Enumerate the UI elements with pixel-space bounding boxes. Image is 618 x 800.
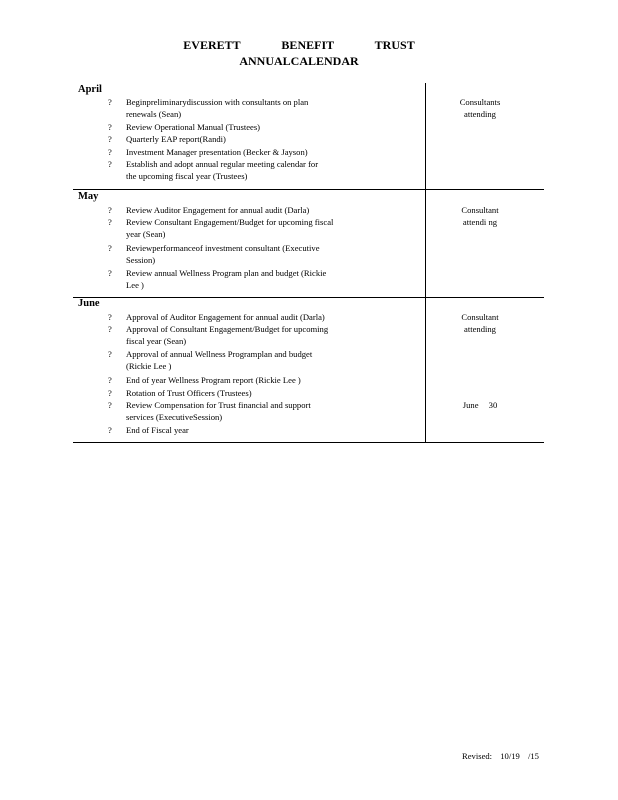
bullet-icon: ? [108,217,112,227]
item-text: Review Auditor Engagement for annual audit (Darla) [126,205,310,215]
bullet-icon: ? [108,122,112,132]
item-text: End of year Wellness Program report (Rickie Lee ) [126,375,301,385]
bullet-icon: ? [108,388,112,398]
month-label-april: April [78,84,102,95]
item-text: Investment Manager presentation (Becker & Jayson) [126,147,308,157]
item-text: End of Fiscal year [126,425,189,435]
item-text: Review annual Wellness Program plan and budget (Rickie Lee ) [126,268,327,291]
revised-date: Revised: 10/19 /15 [462,751,539,761]
item-text: Approval of Auditor Engagement for annual audit (Darla) [126,312,325,322]
item-text: Reviewperformanceof investment consultant (Executive Session) [126,243,320,266]
may-right-note: Consultant attendi ng [461,205,499,228]
table-bottom-rule [73,442,544,443]
bullet-icon: ? [108,268,112,278]
bullet-icon: ? [108,205,112,215]
bullet-icon: ? [108,425,112,435]
bullet-icon: ? [108,134,112,144]
bullet-icon: ? [108,243,112,253]
bullet-icon: ? [108,312,112,322]
section-divider-may [73,297,544,298]
column-divider [425,83,426,442]
item-text: Review Operational Manual (Trustees) [126,122,261,132]
bullet-icon: ? [108,349,112,359]
item-text: Review Consultant Engagement/Budget for upcoming fiscal year (Sean) [126,217,334,240]
item-text: Review Compensation for Trust financial and support services (ExecutiveSession) [126,400,311,423]
item-text: Approval of annual Wellness Programplan and budget (Rickie Lee ) [126,349,313,372]
bullet-icon: ? [108,375,112,385]
item-text: Approval of Consultant Engagement/Budget for upcoming fiscal year (Sean) [126,324,329,347]
section-divider-april [73,189,544,190]
month-label-may: May [78,191,99,202]
bullet-icon: ? [108,97,112,107]
page-title-line1: EVERETT BENEFIT TRUST [183,38,415,52]
bullet-icon: ? [108,324,112,334]
april-right-note: Consultants attending [459,97,501,120]
bullet-icon: ? [108,147,112,157]
month-label-june: June [78,298,100,309]
bullet-icon: ? [108,400,112,410]
item-text: Establish and adopt annual regular meeting calendar for the upcoming fiscal year (Trustees) [126,159,319,182]
june-right-note: Consultant attending [461,312,499,335]
bullet-icon: ? [108,159,112,169]
item-text: Rotation of Trust Officers (Trustees) [126,388,252,398]
item-text: Beginpreliminarydiscussion with consultants on plan renewals (Sean) [126,97,309,120]
item-text: Quarterly EAP report(Randi) [126,134,226,144]
page-title-line2: ANNUALCALENDAR [239,54,359,68]
june-right-note-date: June 30 [462,400,498,410]
